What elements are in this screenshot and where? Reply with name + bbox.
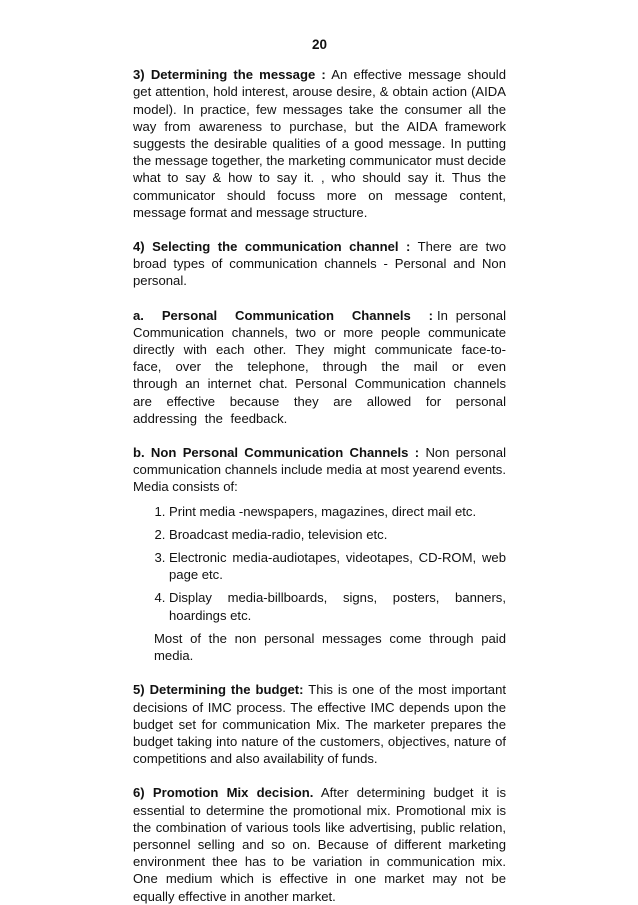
paid-media-note: Most of the non personal messages come through paid media. bbox=[154, 630, 506, 664]
section-body: Non personal communication channels include media at most yearend events. Media consists of: bbox=[133, 445, 507, 495]
section-body: There are two broad types of communication channels - Personal and Non personal. bbox=[133, 239, 506, 289]
page-number: 20 bbox=[311, 37, 328, 52]
section-personal-channels bbox=[133, 307, 506, 427]
section-heading: 3) Determining the message : bbox=[133, 67, 326, 83]
section-heading: 5) Determining the budget: bbox=[133, 682, 304, 698]
section-heading: 4) Selecting the communication channel : bbox=[133, 239, 411, 255]
section-body: In personal Communication channels, two or more people communicate directly with each other. They might communicate face-to-face, over the telephone, through the mail or even through an internet chat. Personal Communication channels are effective because they are allowed for personal addressing the feedback. bbox=[133, 307, 506, 426]
document-page bbox=[133, 36, 506, 905]
list-item: 1. Print media -newspapers, magazines, direct mail etc. bbox=[169, 503, 506, 520]
section-body: An effective message should get attention, hold interest, arouse desire, & obtain action (AIDA model). In practice, few messages take the consumer all the way from awareness to purchase, but the AIDA framework suggests the desirable qualities of a good message. In putting the message together, the marketing communicator must decide what to say & how to say it. , who should say it. Thus the communicator should focuss more on message content, message format and message structure. bbox=[133, 67, 507, 220]
section-body: This is one of the most important decisions of IMC process. The effective IMC depends upon the budget set for communication Mix. The marketer prepares the budget taking into nature of the customers, objectives, nature of competitions and also availability of funds. bbox=[133, 682, 506, 767]
section-heading: b. Non Personal Communication Channels : bbox=[133, 445, 420, 461]
section-body: After determining budget it is essential to determine the promotional mix. Promotional mix is the combination of various tools like advertising, public relation, personnel selling and so on. Because of different marketing environment thee has to be variation in communication mix. One medium which is effective in one market may not be equally effective in another market. bbox=[133, 785, 506, 904]
section-promotion-mix bbox=[133, 784, 506, 904]
list-item: 4. Display media-billboards, signs, posters, banners, hoardings etc. bbox=[169, 589, 506, 623]
section-non-personal-channels bbox=[133, 444, 506, 496]
section-heading: a. Personal Communication Channels : bbox=[133, 307, 434, 323]
list-item: 3. Electronic media-audiotapes, videotapes, CD-ROM, web page etc. bbox=[169, 549, 506, 583]
section-determining-budget bbox=[133, 681, 506, 767]
section-heading: 6) Promotion Mix decision. bbox=[133, 785, 314, 801]
section-determining-message bbox=[133, 66, 506, 221]
section-selecting-channel bbox=[133, 238, 506, 290]
media-list bbox=[133, 503, 506, 624]
list-item: 2. Broadcast media-radio, television etc. bbox=[169, 526, 506, 543]
